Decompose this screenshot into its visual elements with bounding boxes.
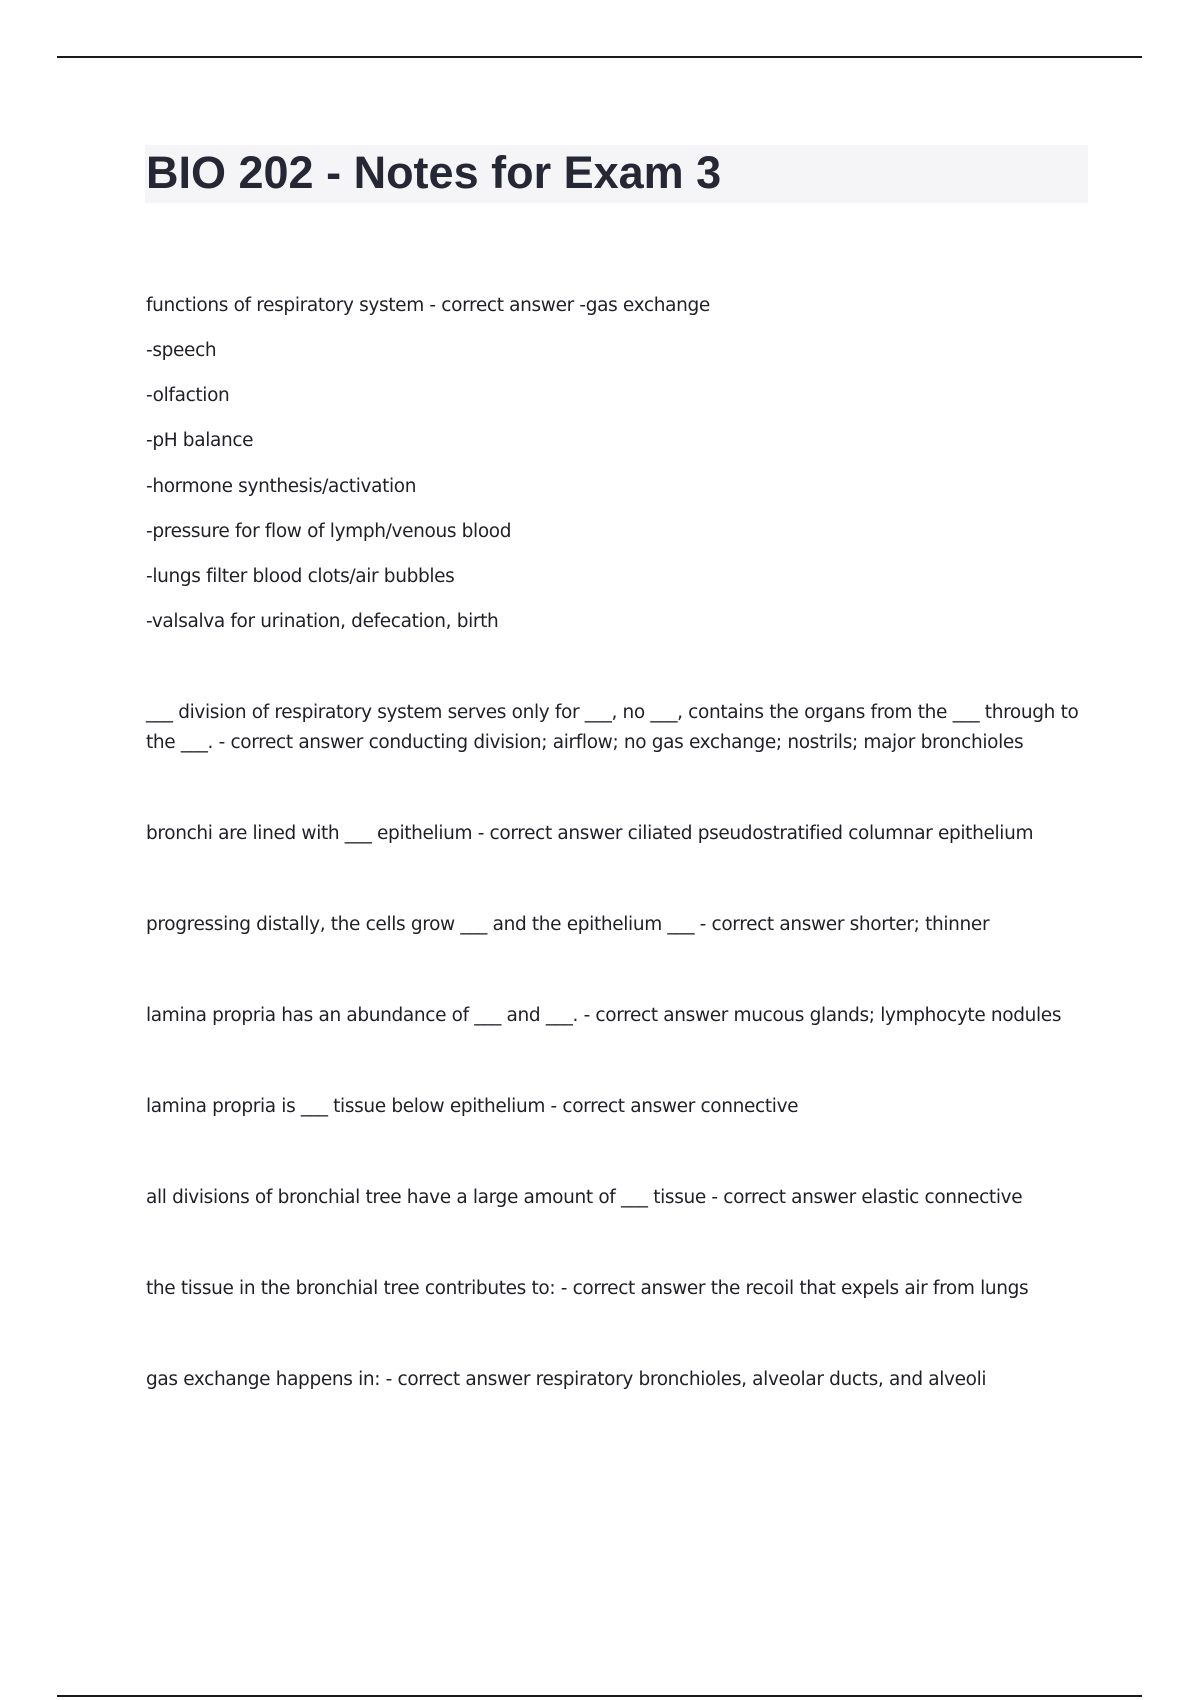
- note-card: gas exchange happens in: - correct answer respiratory bronchioles, alveolar ducts, and alveoli: [146, 1369, 987, 1390]
- list-item: -lungs filter blood clots/air bubbles: [146, 566, 455, 587]
- list-item: -speech: [146, 340, 217, 361]
- note-card: bronchi are lined with ___ epithelium - correct answer ciliated pseudostratified columnar epithelium: [146, 823, 1034, 844]
- bottom-rule: [57, 1695, 1142, 1697]
- top-rule: [57, 56, 1142, 58]
- note-card: the tissue in the bronchial tree contributes to: - correct answer the recoil that expels air from lungs: [146, 1278, 1029, 1299]
- list-item: -hormone synthesis/activation: [146, 476, 417, 497]
- list-item: -valsalva for urination, defecation, birth: [146, 611, 499, 632]
- list-item: -olfaction: [146, 385, 230, 406]
- note-card: all divisions of bronchial tree have a large amount of ___ tissue - correct answer elastic connective: [146, 1187, 1023, 1208]
- note-card: lamina propria is ___ tissue below epithelium - correct answer connective: [146, 1096, 799, 1117]
- note-card: lamina propria has an abundance of ___ and ___. - correct answer mucous glands; lymphocyte nodules: [146, 1005, 1062, 1026]
- functions-heading: functions of respiratory system - correct answer -gas exchange: [146, 295, 710, 316]
- note-card: progressing distally, the cells grow ___ and the epithelium ___ - correct answer shorter; thinner: [146, 914, 990, 935]
- document-title: BIO 202 - Notes for Exam 3: [146, 147, 722, 198]
- note-card: ___ division of respiratory system serves only for ___, no ___, contains the organs from the ___ through to the ___. - correct answer conducting division; airflow; no gas exchange; nostrils; major bronchioles: [146, 702, 1079, 753]
- list-item: -pH balance: [146, 430, 254, 451]
- list-item: -pressure for flow of lymph/venous blood: [146, 521, 512, 542]
